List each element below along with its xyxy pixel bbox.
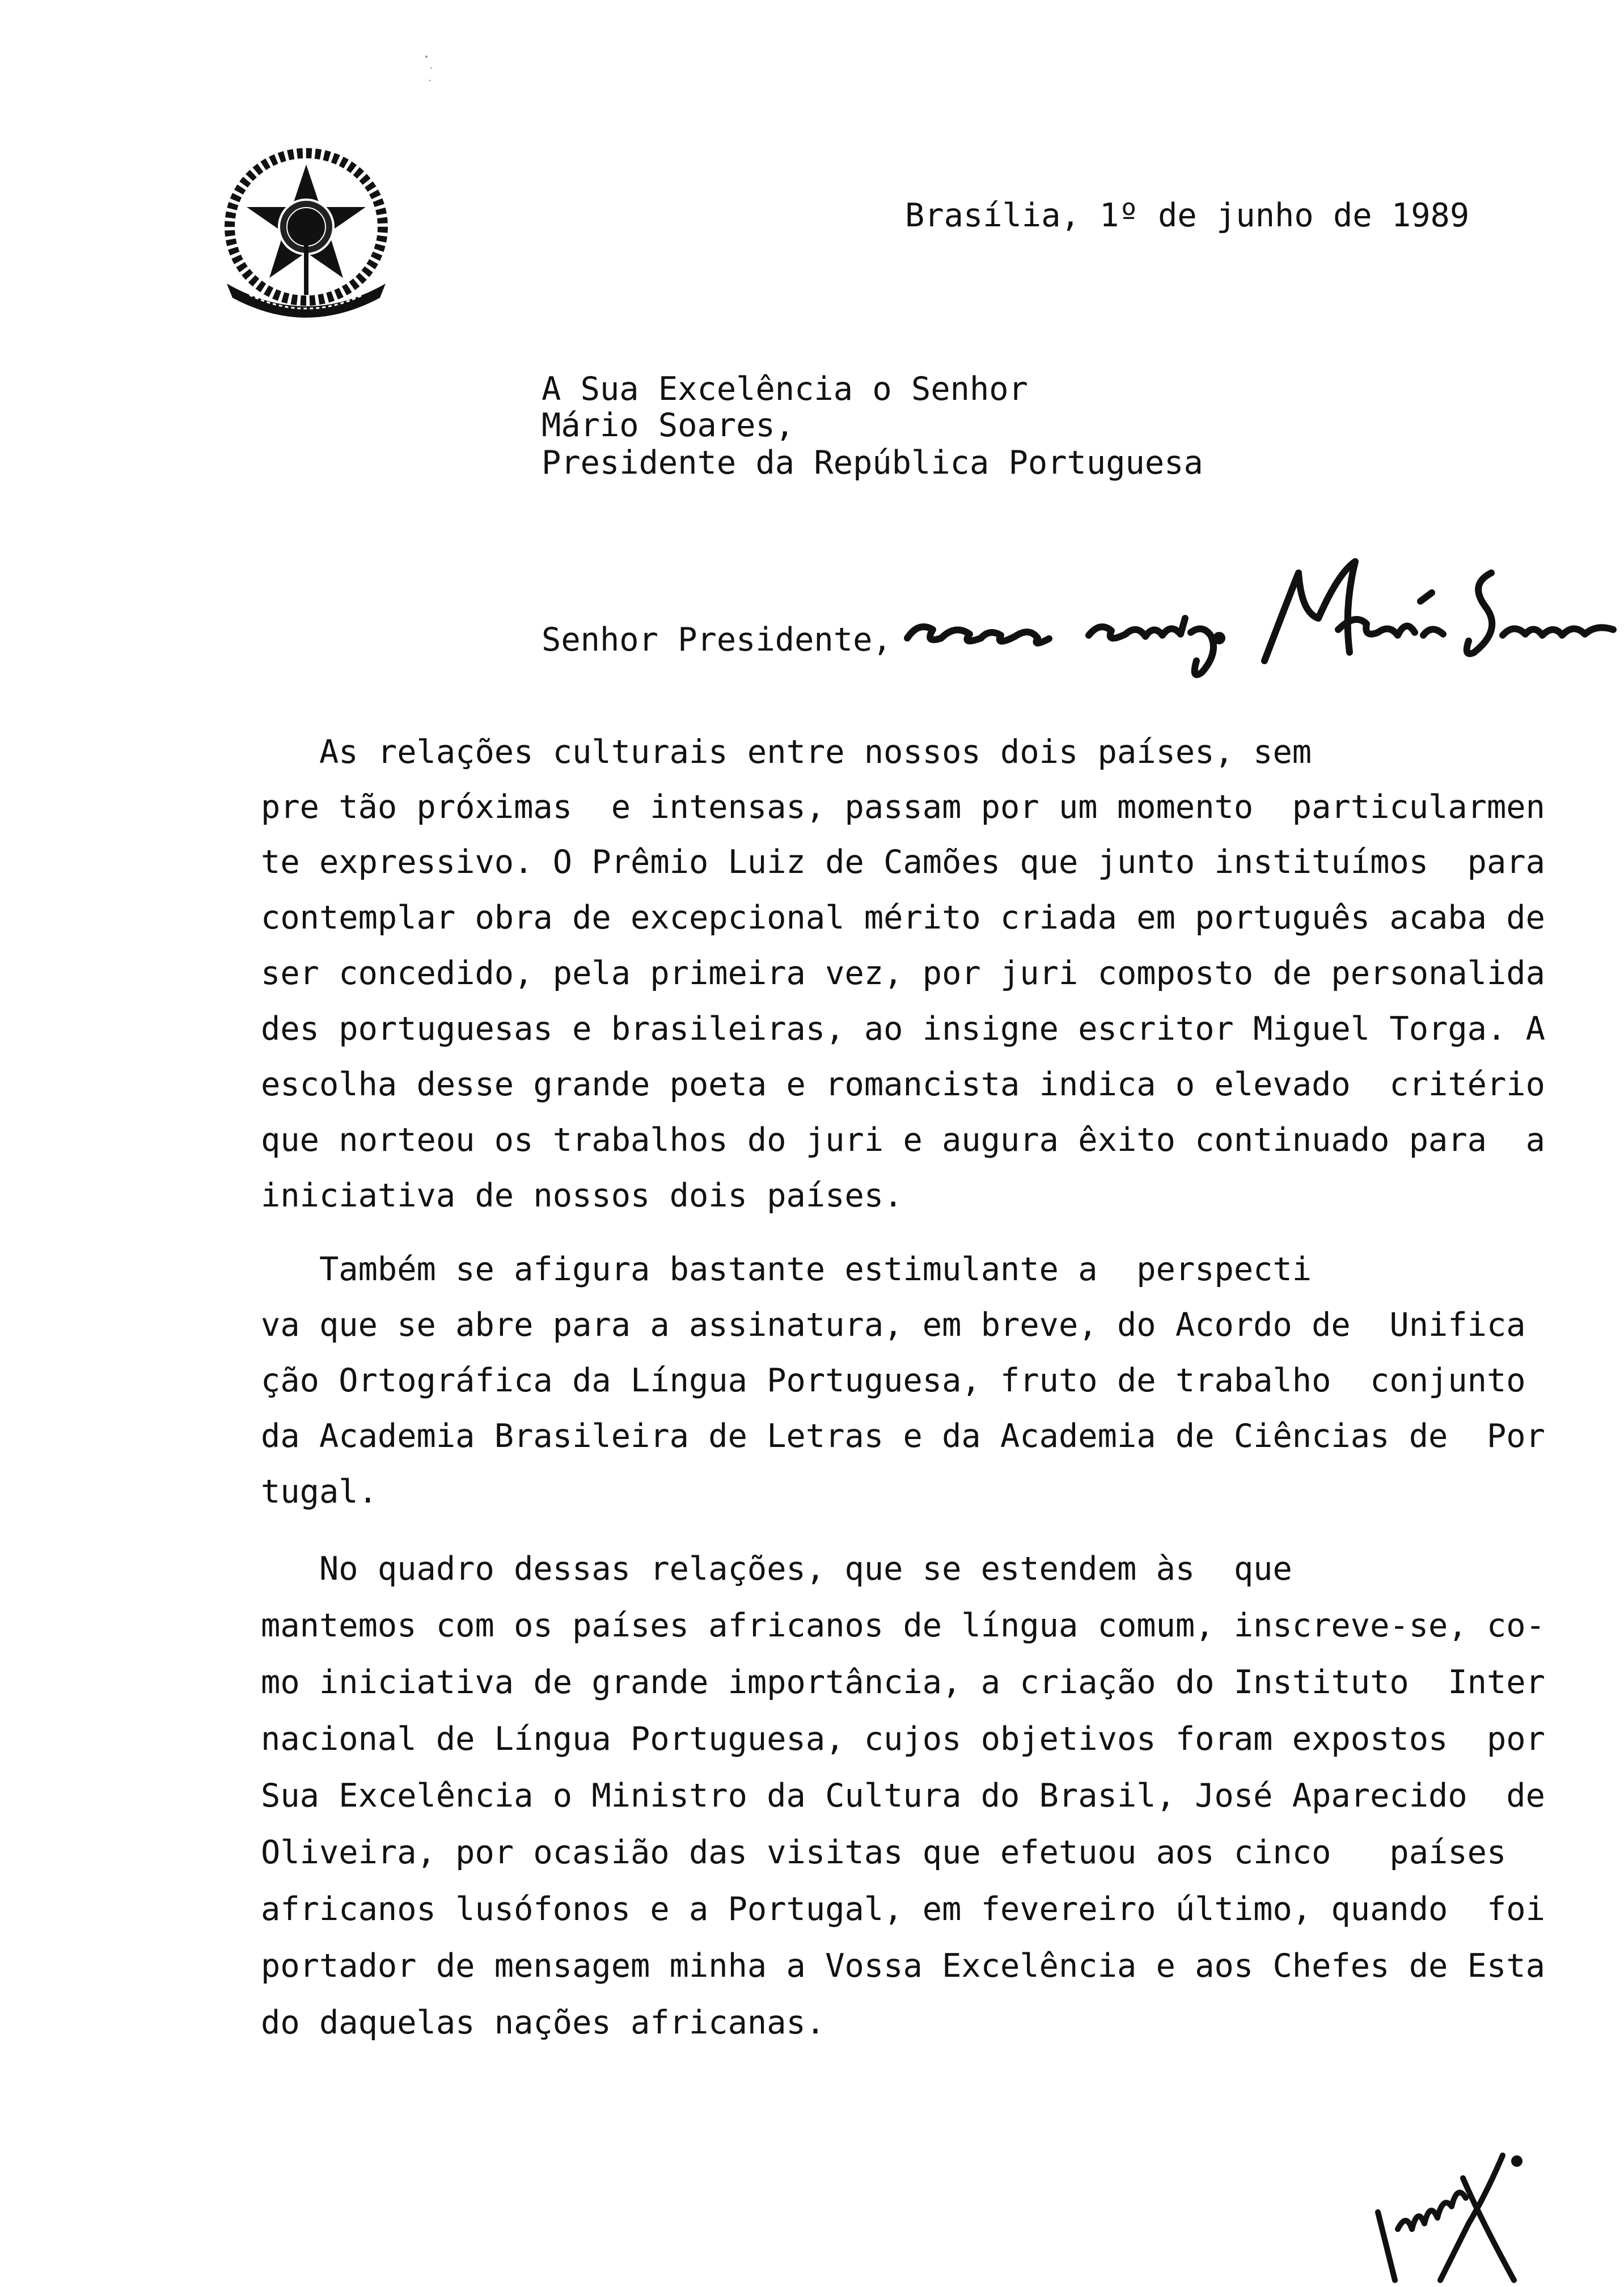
body-line-1: As relações culturais entre nossos dois países, sem <box>261 733 1312 771</box>
body-line-11: va que se abre para a assinatura, em breve, do Acordo de Unifica <box>261 1306 1526 1344</box>
body-line-15: No quadro dessas relações, que se estendem às que <box>261 1550 1292 1588</box>
handwritten-greeting <box>902 539 1622 681</box>
body-line-22: portador de mensagem minha a Vossa Excelência e aos Chefes de Esta <box>261 1947 1545 1985</box>
date-line: Brasília, 1º de junho de 1989 <box>905 197 1470 234</box>
body-line-17: mo iniciativa de grande importância, a criação do Instituto Inter <box>261 1664 1545 1701</box>
body-line-13: da Academia Brasileira de Letras e da Academia de Ciências de Por <box>261 1417 1545 1455</box>
salutation: Senhor Presidente, <box>542 621 892 659</box>
body-line-8: que norteou os trabalhos do juri e augura êxito continuado para a <box>261 1121 1545 1159</box>
body-line-7: escolha desse grande poeta e romancista indica o elevado critério <box>261 1066 1545 1103</box>
addressee-line-3: Presidente da República Portuguesa <box>542 444 1203 482</box>
body-line-16: mantemos com os países africanos de língua comum, inscreve-se, co- <box>261 1607 1545 1644</box>
body-line-23: do daquelas nações africanas. <box>261 2004 826 2041</box>
body-line-21: africanos lusófonos e a Portugal, em fevereiro último, quando foi <box>261 1891 1545 1928</box>
body-line-14: tugal. <box>261 1473 378 1510</box>
body-line-5: ser concedido, pela primeira vez, por juri composto de personalida <box>261 955 1545 992</box>
body-line-9: iniciativa de nossos dois países. <box>261 1177 903 1214</box>
body-line-19: Sua Excelência o Ministro da Cultura do Brasil, José Aparecido de <box>261 1777 1545 1815</box>
brazil-coat-of-arms-icon <box>215 142 397 323</box>
body-line-20: Oliveira, por ocasião das visitas que efetuou aos cinco países <box>261 1834 1507 1871</box>
body-line-18: nacional de Língua Portuguesa, cujos objetivos foram expostos por <box>261 1720 1545 1758</box>
paper-specks <box>414 45 448 91</box>
addressee-line-1: A Sua Excelência o Senhor <box>542 370 1028 408</box>
handwritten-initials <box>1372 2144 1542 2286</box>
body-line-3: te expressivo. O Prêmio Luiz de Camões que junto instituímos para <box>261 843 1545 881</box>
addressee-line-2: Mário Soares, <box>542 407 795 444</box>
body-line-10: Também se afigura bastante estimulante a perspecti <box>261 1251 1312 1288</box>
body-line-2: pre tão próximas e intensas, passam por um momento particularmen <box>261 788 1545 826</box>
body-line-4: contemplar obra de excepcional mérito criada em português acaba de <box>261 899 1545 936</box>
body-line-12: ção Ortográfica da Língua Portuguesa, fruto de trabalho conjunto <box>261 1362 1526 1399</box>
body-line-6: des portuguesas e brasileiras, ao insigne escritor Miguel Torga. A <box>261 1010 1545 1048</box>
